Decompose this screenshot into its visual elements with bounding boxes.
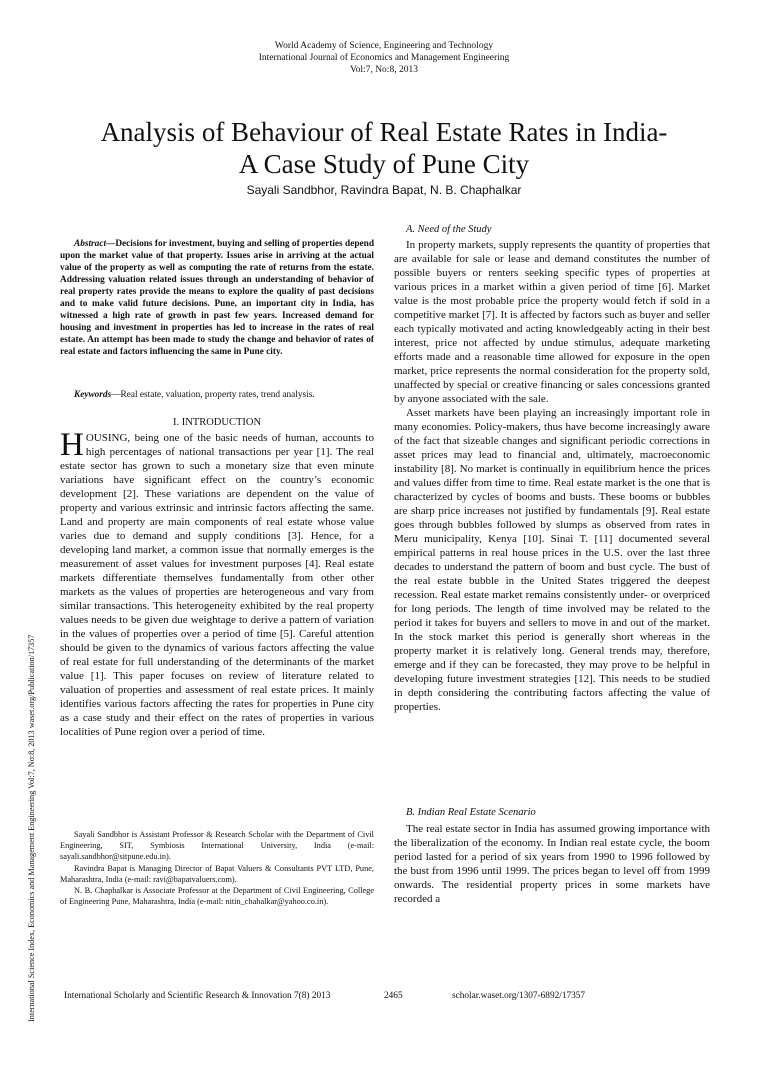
introduction-text [60,427,374,739]
keywords-text: —Real estate, valuation, property rates, trend analysis. [111,390,315,400]
section-a-text [394,238,710,714]
abstract-label: Abstract [74,239,107,249]
section-a-heading: A. Need of the Study [406,224,492,235]
footer-url[interactable]: scholar.waset.org/1307-6892/17357 [452,991,586,1001]
header-line-2: International Journal of Economics and Management Engineering [258,53,510,63]
section-b-text [394,822,710,906]
footer-page-number: 2465 [384,991,403,1001]
title-line-1: Analysis of Behaviour of Real Estate Rates in India- [100,117,668,147]
section-b-paragraph-1: The real estate sector in India has assumed growing importance with the liberalization of the economy. In Indian real estate cycle, the boom period lasted for a period of six years from 1990 to 1996 followed by the bust from 1996 until 1999. The prices began to level off from 1999 onwards. The residential property prices in some markets have recorded a [394,823,710,905]
keywords [60,389,374,401]
title-line-2: A Case Study of Pune City [238,149,530,179]
footnote-1: Sayali Sandbhor is Assistant Professor & Research Scholar with the Department of Civil Engineering, SIT, Symbiosis International University, India (e-mail: sayali.sandbhor@sitpune.edu.in). [60,830,374,862]
header-line-1: World Academy of Science, Engineering and Technology [274,41,494,51]
paper-title [40,116,728,180]
keywords-label: Keywords [74,390,112,400]
header-line-3: Vol:7, No:8, 2013 [350,65,418,75]
section-a-paragraph-2: Asset markets have been playing an increasingly important role in many economies. Policy-makers, thus have become increasingly aware of the fact that sizeable changes and significant periodic corrections in asset prices may lead to financial and, ultimately, macroeconomic instability [8]. No market is continually in equilibrium hence the prices and values differ from time to time. Real estate market is the one that is characterized by cycles of booms and busts. These booms or bubbles are sharp price increases not justified by fundamentals [9]. Real estate goes through bubbles followed by slumps as observed from rates in Meru municipality, Kenya [10]. Sinai T. [11] documented several empirical patterns in real house prices in the U.S. over the last three decades to understand the pattern of boom and bust cycle. The bust of the real estate bubble in the United States triggered the deepest recession. Real estate market remains consistently under- or overpriced for long periods. The length of time involved may be related to the period it takes for buyers and sellers to move in and out of the market. In the stock market this period is generally short whereas in the property market it is relatively long. General trends may, therefore, emerge and if they can be forecasted, they may prove to be helpful in developing future investment strategies [12]. This needs to be studied in depth considering the contributing factors affecting the value of properties. [394,407,710,713]
section-a-paragraph-1: In property markets, supply represents the quantity of properties that are available for sale or lease and demand constitutes the number of possible buyers or renters seeking specific types of properties at various prices in a market within a given period of time [6]. Market value is the most probable price the property would fetch if sold in a competitive market [7]. It is affected by factors such as buyer and seller each typically motivated and acting knowledgeably acting in their best interest, price not affected by undue stimulus, adequate marketing efforts made and a reasonable time allowed for exposure in the open market, price represents the normal consideration for the property sold, unaffected by special or creative financing or sales concessions granted by anyone associated with the sale. [394,239,710,405]
intro-heading-num: I. I [172,417,186,428]
section-b-heading: B. Indian Real Estate Scenario [406,807,536,818]
introduction-heading [60,417,374,428]
footnote-3: N. B. Chaphalkar is Associate Professor at the Department of Civil Engineering, College of Engineering Pune, Maharashtra, India (e-mail: nitin_chahalkar@yahoo.co.in). [60,886,374,907]
journal-header [0,40,768,76]
footer-journal: International Scholarly and Scientific Research & Innovation 7(8) 2013 [64,991,331,1001]
abstract [60,238,374,358]
intro-paragraph: OUSING, being one of the basic needs of human, accounts to high percentages of national transactions per year [1]. The real estate sector has grown to such a monetary size that even minute variations have significant effect on the country’s economic development [2]. These variations are dependent on the value of property and various extrinsic and intrinsic factors affecting the same. Land and property are main components of real estate whose value varies due to demand and supply conditions [3]. Hence, for a developing land market, a common issue that normally emerges is the measurement of asset values for investment purposes [4]. Real estate markets differentiate themselves fundamentally from other other markets as the values of properties are heterogeneous and vary from similar transactions. This heterogeneity exhibited by the real property values needs to be given due weightage to derive a pattern of variation in the values of properties over a period of time [5]. Careful attention should be given to the dynamics of various factors affecting the value of real estate for full understanding of the determinants of the market value [1]. This paper focuses on review of literature related to valuation of properties and assessment of real estate prices. It mainly identifies various factors affecting the rates for properties in Pune city as a case study and their effect on the rates of properties in various localities of Pune region over a period of time. [60,432,374,738]
abstract-text: —Decisions for investment, buying and selling of properties depend upon the market value of that property. Issues arise in arriving at the actual value of the property as well as computing the rate of returns from the estate. Addressing valuation related issues through an understanding of behavior of real property rates provide the means to explore the quality of past decisions and to make valid future decisions. Pune, an important city in India, has witnessed a high rate of growth in past few years. Increased demand for housing and investment in properties has led to increase in the rates of real estate. An attempt has been made to study the change and behavior of rates of real estate and factors influencing the same in Pune city. [60,239,374,358]
authors: Sayali Sandbhor, Ravindra Bapat, N. B. Chaphalkar [246,183,522,197]
footnote-2: Ravindra Bapat is Managing Director of Bapat Valuers & Consultants PVT LTD, Pune, Maharashtra, India (e-mail: ravi@bapatvaluers.com). [60,863,374,884]
drop-cap: H [60,427,84,463]
intro-heading-rest: NTRODUCTION [185,417,262,428]
sidebar-citation-text: International Science Index, Economics and Management Engineering Vol:7, No:8, 2013 waset.org/Publication/17357 [27,634,36,1022]
author-footnotes [60,829,374,907]
sidebar-citation [27,322,41,1082]
